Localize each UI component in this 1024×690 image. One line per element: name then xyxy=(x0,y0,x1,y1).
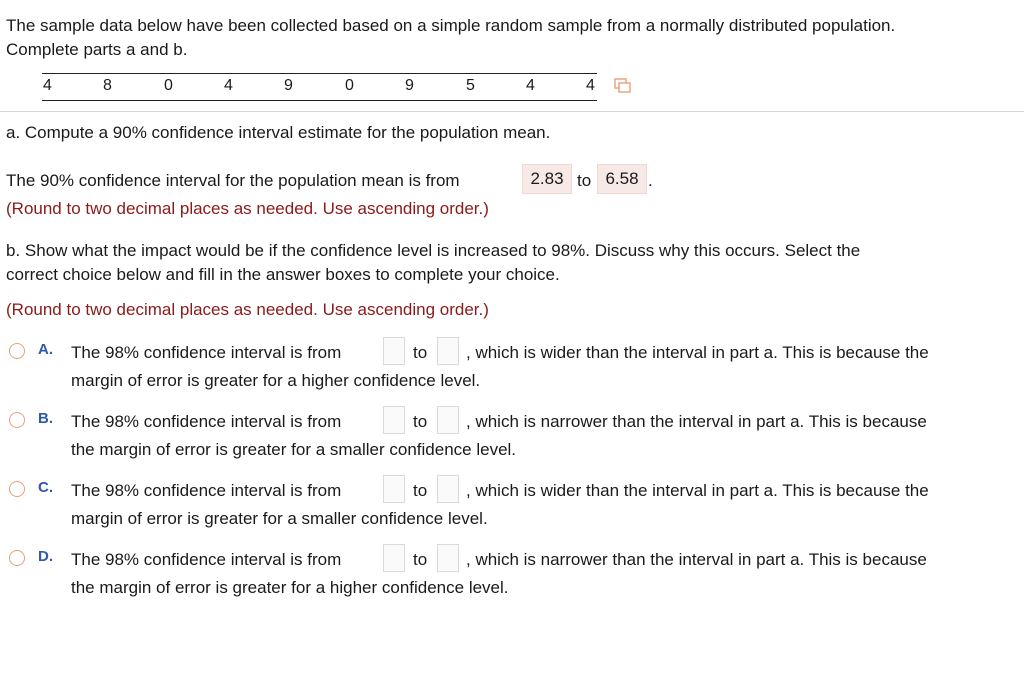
part-a-prompt: a. Compute a 90% confidence interval estimate for the population mean. xyxy=(6,123,551,142)
data-cell: 4 xyxy=(224,77,233,94)
data-cell: 9 xyxy=(405,77,414,94)
choice-text-rest: , which is wider than the interval in part a. This is because the xyxy=(466,481,929,500)
choice-text-rest: , which is narrower than the interval in part a. This is because xyxy=(466,550,927,569)
radio-button-b[interactable] xyxy=(9,412,25,428)
choice-text-line2: margin of error is greater for a smaller confidence level. xyxy=(71,509,488,528)
upper-bound-answer[interactable]: 6.58 xyxy=(597,164,647,194)
to-label: to xyxy=(577,171,592,190)
to-label: to xyxy=(413,481,428,500)
choice-c xyxy=(0,479,1024,539)
to-label: to xyxy=(413,412,428,431)
question-intro-line2: Complete parts a and b. xyxy=(6,40,188,59)
section-divider xyxy=(0,111,1024,112)
data-cell: 0 xyxy=(164,77,173,94)
part-a-rounding-note: (Round to two decimal places as needed. Use ascending order.) xyxy=(6,199,489,218)
upper-bound-input[interactable] xyxy=(437,406,459,434)
choice-text-line2: the margin of error is greater for a higher confidence level. xyxy=(71,578,509,597)
choice-d xyxy=(0,548,1024,608)
radio-button-d[interactable] xyxy=(9,550,25,566)
lower-bound-input[interactable] xyxy=(383,337,405,365)
upper-bound-input[interactable] xyxy=(437,544,459,572)
data-cell: 4 xyxy=(526,77,535,94)
part-b-rounding-note: (Round to two decimal places as needed. Use ascending order.) xyxy=(6,300,489,319)
choice-text-prefix: The 98% confidence interval is from xyxy=(71,412,342,431)
data-cell: 4 xyxy=(43,77,52,94)
data-cell: 4 xyxy=(586,77,595,94)
choice-b xyxy=(0,410,1024,470)
choice-text-line2: the margin of error is greater for a smaller confidence level. xyxy=(71,440,517,459)
lower-bound-input[interactable] xyxy=(383,475,405,503)
upper-bound-input[interactable] xyxy=(437,475,459,503)
part-b-prompt-line1: b. Show what the impact would be if the confidence level is increased to 98%. Discuss why this occurs. Select the xyxy=(6,241,861,260)
choice-text-prefix: The 98% confidence interval is from xyxy=(71,550,342,569)
choice-text-rest: , which is wider than the interval in part a. This is because the xyxy=(466,343,929,362)
data-cell: 8 xyxy=(103,77,112,94)
to-label: to xyxy=(413,550,428,569)
part-a-answer-prefix: The 90% confidence interval for the population mean is from xyxy=(6,171,460,190)
question-intro-line1: The sample data below have been collected based on a simple random sample from a normally distributed population. xyxy=(6,16,896,35)
radio-button-c[interactable] xyxy=(9,481,25,497)
data-cell: 9 xyxy=(284,77,293,94)
choice-text-rest: , which is narrower than the interval in part a. This is because xyxy=(466,412,927,431)
choice-text-prefix: The 98% confidence interval is from xyxy=(71,481,342,500)
choice-letter: C. xyxy=(38,479,53,496)
upper-bound-input[interactable] xyxy=(437,337,459,365)
choice-text-line2: margin of error is greater for a higher confidence level. xyxy=(71,371,481,390)
sample-data-table xyxy=(42,73,597,101)
choice-letter: A. xyxy=(38,341,53,358)
choice-letter: D. xyxy=(38,548,53,565)
data-cell: 5 xyxy=(466,77,475,94)
choice-text-prefix: The 98% confidence interval is from xyxy=(71,343,342,362)
copy-data-icon[interactable] xyxy=(614,78,632,94)
lower-bound-answer[interactable]: 2.83 xyxy=(522,164,572,194)
radio-button-a[interactable] xyxy=(9,343,25,359)
period: . xyxy=(648,171,653,190)
choice-a xyxy=(0,341,1024,401)
choice-letter: B. xyxy=(38,410,53,427)
part-b-prompt-line2: correct choice below and fill in the answer boxes to complete your choice. xyxy=(6,265,560,284)
data-cell: 0 xyxy=(345,77,354,94)
lower-bound-input[interactable] xyxy=(383,544,405,572)
lower-bound-input[interactable] xyxy=(383,406,405,434)
to-label: to xyxy=(413,343,428,362)
